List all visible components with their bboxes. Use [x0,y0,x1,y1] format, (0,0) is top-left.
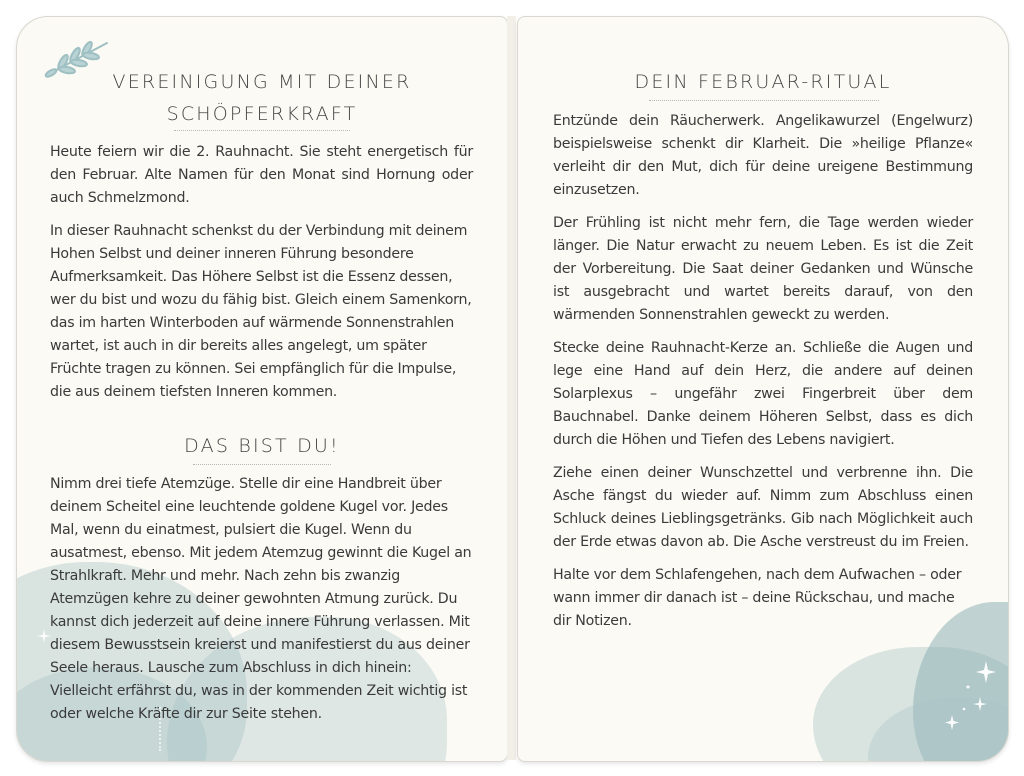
heading-underline [649,100,879,101]
sparkle-icon [37,629,51,643]
right-page [517,16,1009,762]
left-page [16,16,508,762]
paragraph: Der Frühling ist nicht mehr fern, die Tage werden wieder länger. Die Natur erwacht zu neuem Leben. Es ist die Zeit der Vorbereitung. Die Saat deiner Gedanken und Wünsche ist ausgebracht und wartet bereits darauf, von den wärmenden Sonnenstrahlen geweckt zu werden. [553,215,973,323]
paragraph: Nimm drei tiefe Atemzüge. Stelle dir eine Handbreit über deinem Scheitel eine leuchtende goldene Kugel vor. Jedes Mal, wenn du einatmest, pulsiert die Kugel. Wenn du ausatmest, ebenso. Mit jedem Atemzug gewinnt die Kugel an Strahlkraft. Mehr und mehr. Nach zehn bis zwanzig Atemzügen kehre zu deiner gewohnten Atmung zurück. Du kannst dich jederzeit auf deine innere Führung verlassen. Mit diesem Bewusstsein kreierst und manifestierst du aus deiner Seele heraus. Lausche zum Abschluss in dich hinein: Vielleicht erfährst du, was in der kommenden Zeit wichtig ist oder welche Kräfte dir zur Seite stehen. [50,476,472,722]
paragraph: Entzünde dein Räucherwerk. Angelikawurzel (Engelwurz) beispielsweise schenkt dir Klarheit. Die »heilige Pflanze« verleiht dir den Mut, dich für deine ureigene Bestimmung einzusetzen. [553,113,973,198]
body-text-section [553,110,973,643]
paragraph: Stecke deine Rauhnacht-Kerze an. Schließe die Augen und lege eine Hand auf dein Herz, die andere auf deinen Solarplexus – ungefähr zwei Fingerbreit über dem Bauchnabel. Danke deinem Höheren Selbst, dass es dich durch die Höhen und Tiefen des Lebens navigiert. [553,340,973,448]
paragraph: Ziehe einen deiner Wunschzettel und verbrenne ihn. Die Asche fängst du wieder auf. Nimm zum Abschluss einen Schluck deines Lieblingsgetränks. Gib nach Möglichkeit auch der Erde etwas davon ab. Die Asche verstreust du im Freien. [553,465,973,550]
page-title [57,66,467,130]
page-title-text: DEIN FEBRUAR-RITUAL [634,71,892,93]
paragraph: Heute feiern wir die 2. Rauhnacht. Sie steht energetisch für den Februar. Alte Namen für den Monat sind Hornung oder auch Schmelzmond. [50,144,473,206]
paragraph: In dieser Rauhnacht schenkst du der Verbindung mit deinem Hohen Selbst und deiner inneren Führung besondere Aufmerksamkeit. Das Höhere Selbst ist die Essenz dessen, wer du bist und wozu du fähig bist. Gleich einem Samenkorn, das im harten Winterboden auf wärmende Sonnenstrahlen wartet, ist auch in dir bereits alles angelegt, um später Früchte tragen zu können. Sei empfänglich für die Impulse, die aus deinem tiefsten Inneren kommen. [50,223,472,400]
title-line-1: VEREINIGUNG MIT DEINER [112,71,412,93]
paragraph: Halte vor dem Schlafengehen, nach dem Aufwachen – oder wann immer dir danach ist – deine Rückschau, und mache dir Notizen. [553,567,962,629]
page-title [558,66,968,98]
heading-underline [193,464,331,465]
body-text-section-2 [50,473,473,736]
sparkles-icon [938,657,998,737]
section-heading-text: DAS BIST DU! [184,435,340,457]
body-text-section-1 [50,141,473,414]
heading-underline [174,130,350,131]
book-spine [507,16,516,760]
title-line-2: SCHÖPFERKRAFT [166,103,358,125]
section-heading [57,430,467,462]
